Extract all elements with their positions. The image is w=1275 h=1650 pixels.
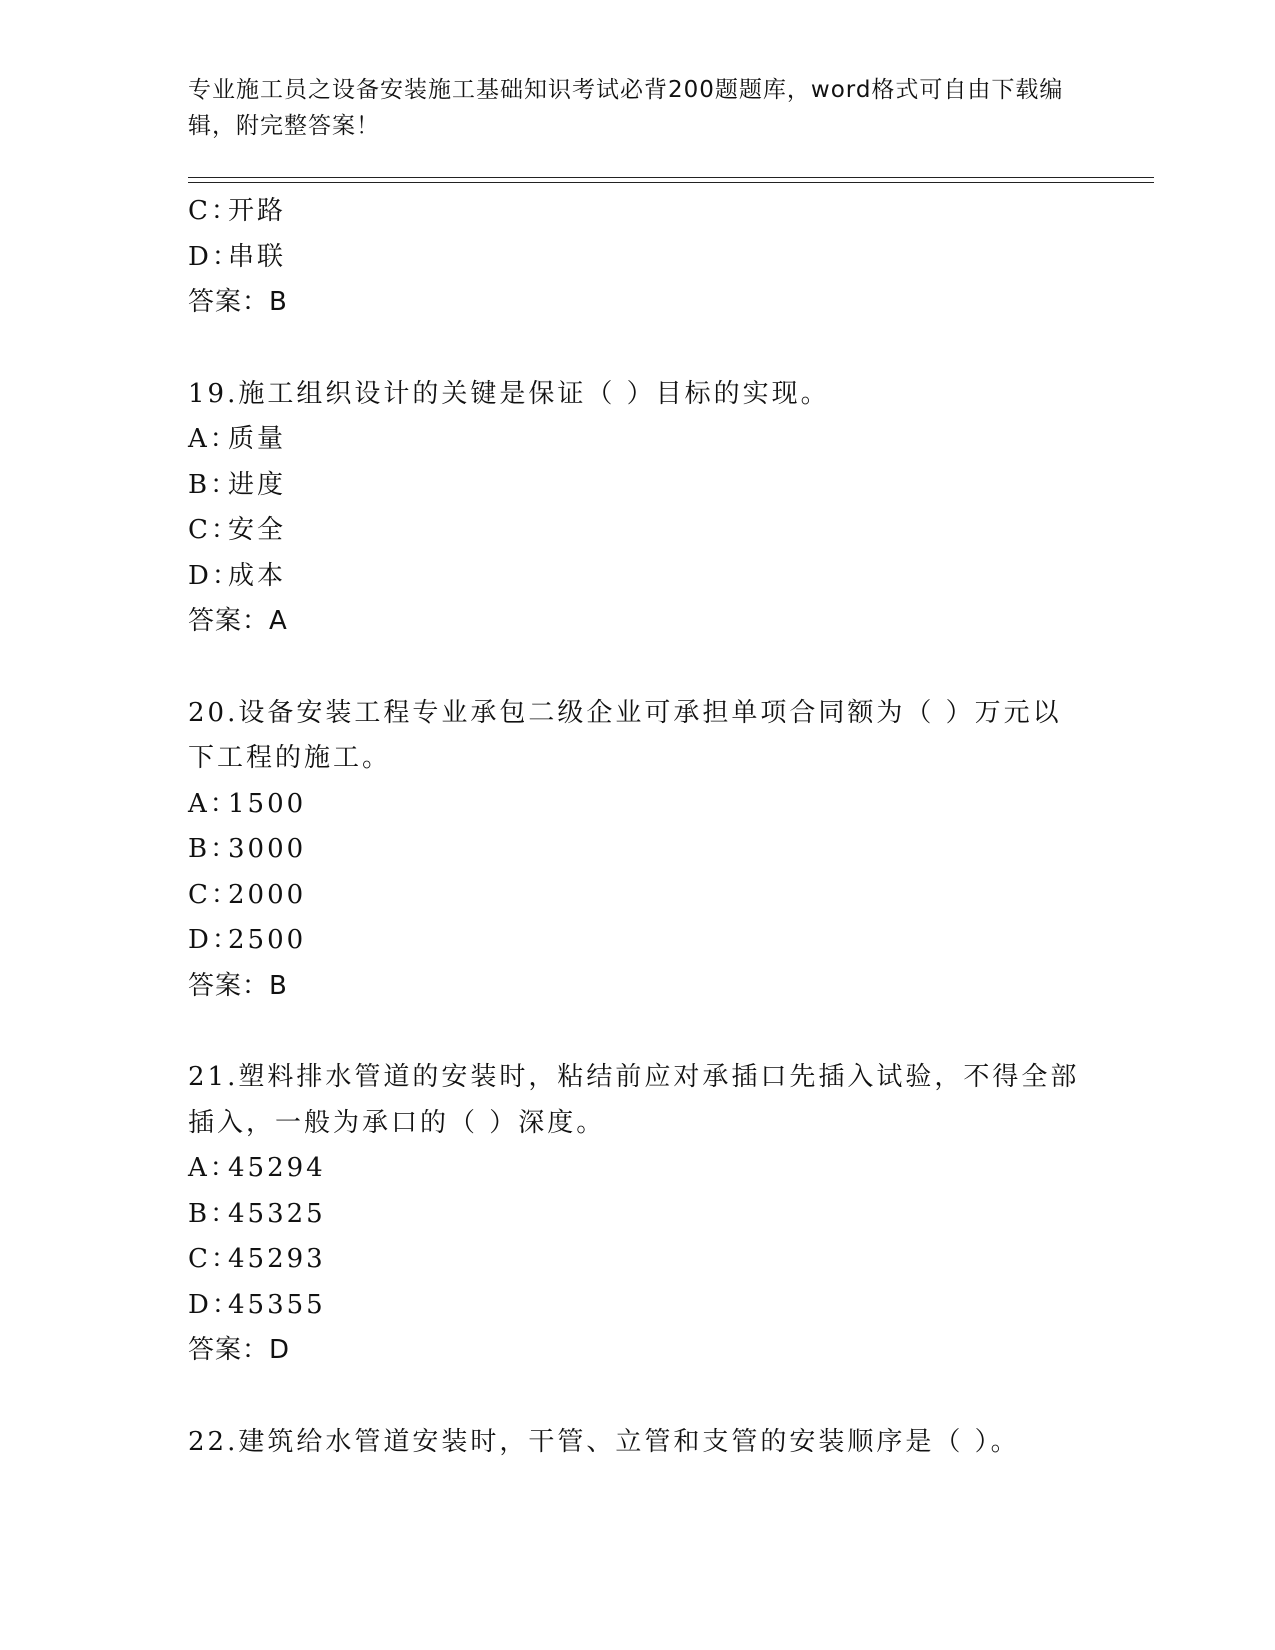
question-20 (188, 691, 1088, 1010)
option-text: 2500 (228, 925, 307, 955)
question-21 (188, 1055, 1088, 1374)
answer-line: 答案：B (188, 970, 288, 1001)
option-d (188, 554, 1088, 600)
header-rule-bottom (188, 182, 1154, 183)
option-key: A： (188, 424, 239, 454)
question-stem: 22.建筑给水管道安装时，干管、立管和支管的安装顺序是（ ）。 (188, 1426, 1020, 1457)
question-stem-line-1: 20.设备安装工程专业承包二级企业可承担单项合同额为（ ）万元以 (188, 697, 1062, 728)
option-key: C： (188, 1244, 240, 1274)
option-text: 3000 (228, 834, 307, 864)
document-header (188, 72, 1088, 144)
option-c (188, 189, 1088, 235)
option-text: 45355 (228, 1289, 326, 1320)
answer-line: 答案：A (188, 606, 288, 636)
question-stem-line-1: 21.塑料排水管道的安装时，粘结前应对承插口先插入试验，不得全部 (188, 1062, 1080, 1092)
option-text: 45325 (228, 1198, 326, 1229)
option-c (188, 1237, 1088, 1283)
option-text: 45293 (228, 1244, 326, 1274)
option-text: 成本 (228, 560, 287, 591)
answer-line: 答案：D (188, 1335, 291, 1365)
option-b (188, 827, 1088, 873)
option-text: 2000 (228, 879, 307, 910)
option-key: C： (188, 196, 240, 226)
option-text: 串联 (228, 241, 287, 272)
question-18-tail (188, 189, 1088, 326)
question-19 (188, 372, 1088, 645)
question-stem-line-2: 下工程的施工。 (188, 743, 392, 773)
option-text: 开路 (228, 196, 287, 226)
option-key: D： (188, 925, 241, 955)
answer-line: 答案：B (188, 287, 288, 317)
option-d (188, 918, 1088, 964)
question-stem (188, 691, 1088, 782)
option-d (188, 235, 1088, 281)
option-key: C： (188, 515, 240, 545)
option-b (188, 463, 1088, 509)
option-text: 45294 (228, 1153, 326, 1183)
option-c (188, 873, 1088, 919)
question-stem: 19.施工组织设计的关键是保证（ ）目标的实现。 (188, 378, 830, 409)
option-d (188, 1283, 1088, 1329)
option-text: 进度 (228, 469, 287, 500)
header-rule-top (188, 177, 1154, 178)
option-key: B： (188, 469, 240, 500)
option-key: A： (188, 1153, 239, 1183)
question-stem (188, 1055, 1088, 1146)
question-22 (188, 1420, 1088, 1466)
option-b (188, 1192, 1088, 1238)
header-title: 专业施工员之设备安装施工基础知识考试必背200题题库，word格式可自由下载编辑，附完整答案！ (188, 77, 1064, 139)
option-text: 1500 (228, 788, 307, 819)
option-text: 质量 (228, 424, 287, 454)
option-key: B： (188, 1198, 240, 1229)
option-text: 安全 (228, 515, 287, 545)
option-key: B： (188, 834, 240, 864)
option-key: C： (188, 879, 240, 910)
option-key: D： (188, 241, 241, 272)
option-key: D： (188, 560, 241, 591)
option-key: A： (188, 788, 239, 819)
question-stem-line-2: 插入，一般为承口的（ ）深度。 (188, 1107, 606, 1138)
option-a (188, 417, 1088, 463)
option-key: D： (188, 1289, 241, 1320)
option-a (188, 782, 1088, 828)
question-list (188, 189, 1088, 1465)
option-a (188, 1146, 1088, 1192)
option-c (188, 508, 1088, 554)
